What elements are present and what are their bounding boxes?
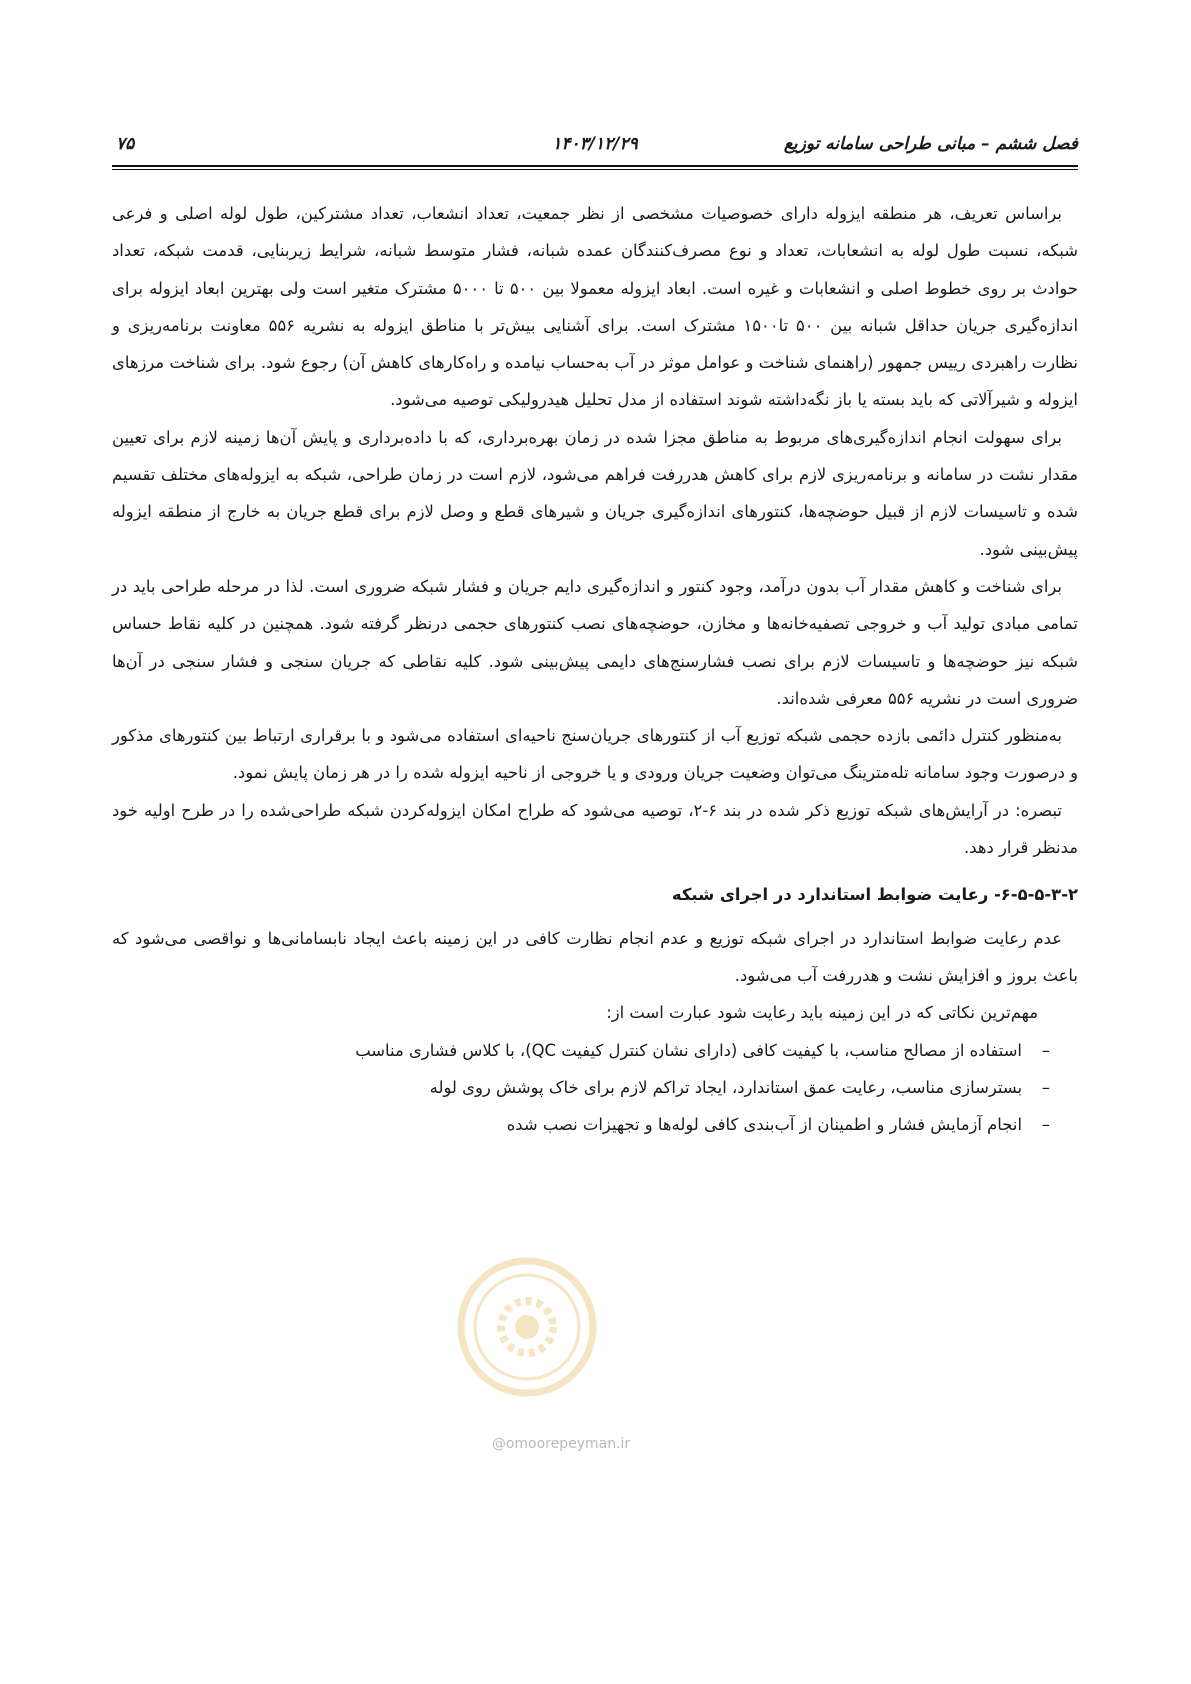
paragraph: برای شناخت و کاهش مقدار آب بدون درآمد، وجود کنتور و اندازه‌گیری دایم جریان و فشار شبکه ضروری است. لذا در مرحله طراحی باید در تمامی مبادی تولید آب و خروجی تصفیه‌خانه‌ها و مخازن، حوضچه‌های نصب کنتورهای حجمی درنظر گرفته شود. همچنین در کلیه نقاط حساس شبکه نیز حوضچه‌ها و تاسیسات لازم برای نصب فشارسنج‌های دایمی پیش‌بینی شود. کلیه نقاطی که جریان سنجی و فشار سنجی در آن‌ها ضروری است در نشریه ۵۵۶ معرفی شده‌اند. (112, 576, 1078, 708)
list-item-text: بسترسازی مناسب، رعایت عمق استاندارد، ایجاد تراکم لازم برای خاک پوشش روی لوله (429, 1077, 1022, 1097)
list-item-text: انجام آزمایش فشار و اطمینان از آب‌بندی کافی لوله‌ها و تجهیزات نصب شده (506, 1115, 1022, 1135)
dash-marker: – (1041, 1115, 1050, 1135)
seal-logo-icon (452, 1252, 602, 1402)
note-paragraph: تبصره: در آرایش‌های شبکه توزیع ذکر شده در بند ۶-۲، توصیه می‌شود که طراح امکان ایزوله‌کردن شبکه طراحی‌شده را در طرح اولیه خود مدنظر قرار دهد. (112, 800, 1078, 858)
section-paragraph: عدم رعایت ضوابط استاندارد در اجرای شبکه توزیع و عدم انجام نظارت کافی در این زمینه باعث ایجاد نابسامانی‌ها و نواقصی می‌شود که باعث بروز و افزایش نشت و هدررفت آب می‌شود. (112, 928, 1078, 985)
list-intro: مهم‌ترین نکاتی که در این زمینه باید رعایت شود عبارت است از: (606, 1003, 1038, 1023)
section-heading: ۶-۵-۵-۳-۲- رعایت ضوابط استاندارد در اجرای شبکه (671, 885, 1078, 905)
chapter-title: فصل ششم – مبانی طراحی سامانه توزیع (783, 134, 1078, 154)
header-rule (112, 165, 1078, 167)
dash-marker: – (1041, 1040, 1050, 1060)
paragraph: برای سهولت انجام اندازه‌گیری‌های مربوط به مناطق مجزا شده در زمان بهره‌برداری، که با داده‌برداری و پایش آن‌ها زمینه لازم برای تعیین مقدار نشت در سامانه و برنامه‌ریزی لازم برای کاهش هدررفت فراهم می‌شود، لازم است در زمان طراحی، شبکه به ایزوله‌های مختلف تقسیم شده و تاسیسات لازم از قبیل حوضچه‌ها، کنتورهای اندازه‌گیری جریان و شیرهای قطع و وصل لازم برای قطع جریان به خارج از منطقه ایزوله پیش‌بینی شود. (112, 427, 1078, 559)
paragraph: به‌منظور کنترل دائمی بازده حجمی شبکه توزیع آب از کنتورهای جریان‌سنج ناحیه‌ای استفاده می‌شود و با برقراری ارتباط بین کنتورهای مذکور و درصورت وجود سامانه تله‌مترینگ می‌توان وضعیت جریان ورودی و یا خروجی از ناحیه ایزوله شده را در هر زمان پایش نمود. (112, 726, 1078, 783)
header-date: ۱۴۰۳/۱۲/۲۹ (552, 134, 638, 154)
list-item (112, 1032, 1050, 1069)
paragraph: براساس تعریف، هر منطقه ایزوله دارای خصوصیات مشخصی از نظر جمعیت، تعداد انشعاب، تعداد مشترکین، طول لوله اصلی و فرعی شبکه، نسبت طول لوله به انشعابات، تعداد و نوع مصرف‌کنندگان عمده شبانه، فشار متوسط شبانه، شرایط زیربنایی، قدمت شبکه، تعداد حوادث بر روی خطوط اصلی و انشعابات و غیره است. ابعاد ایزوله معمولا بین ۵۰۰ تا ۵۰۰۰ مشترک متغیر است ولی بهترین ابعاد ایزوله برای اندازه‌گیری جریان حداقل شبانه بین ۵۰۰ تا۱۵۰۰ مشترک است. برای آشنایی بیش‌تر با مناطق ایزوله به نشریه ۵۵۶ معاونت برنامه‌ریزی و نظارت راهبردی رییس جمهور (راهنمای شناخت و عوامل موثر در آب به‌حساب نیامده و راه‌کارهای کاهش آن) رجوع شود. برای شناخت مرزهای ایزوله و شیرآلاتی که باید بسته یا باز نگه‌داشته شوند استفاده از مدل تحلیل هیدرولیکی توصیه می‌شود. (112, 204, 1078, 410)
watermark-text: @omoorepeyman.ir (491, 1436, 631, 1452)
dash-marker: – (1041, 1077, 1050, 1097)
list-item (112, 1106, 1050, 1143)
header-rule-thin (112, 169, 1078, 170)
page-header (112, 128, 1078, 162)
page-body (112, 195, 1078, 1143)
page-number: ۷۵ (116, 134, 135, 154)
bullet-list (112, 1032, 1078, 1144)
list-item-text: استفاده از مصالح مناسب، با کیفیت کافی (دارای نشان کنترل کیفیت QC)، با کلاس فشاری مناسب (355, 1040, 1022, 1060)
list-item (112, 1069, 1050, 1106)
